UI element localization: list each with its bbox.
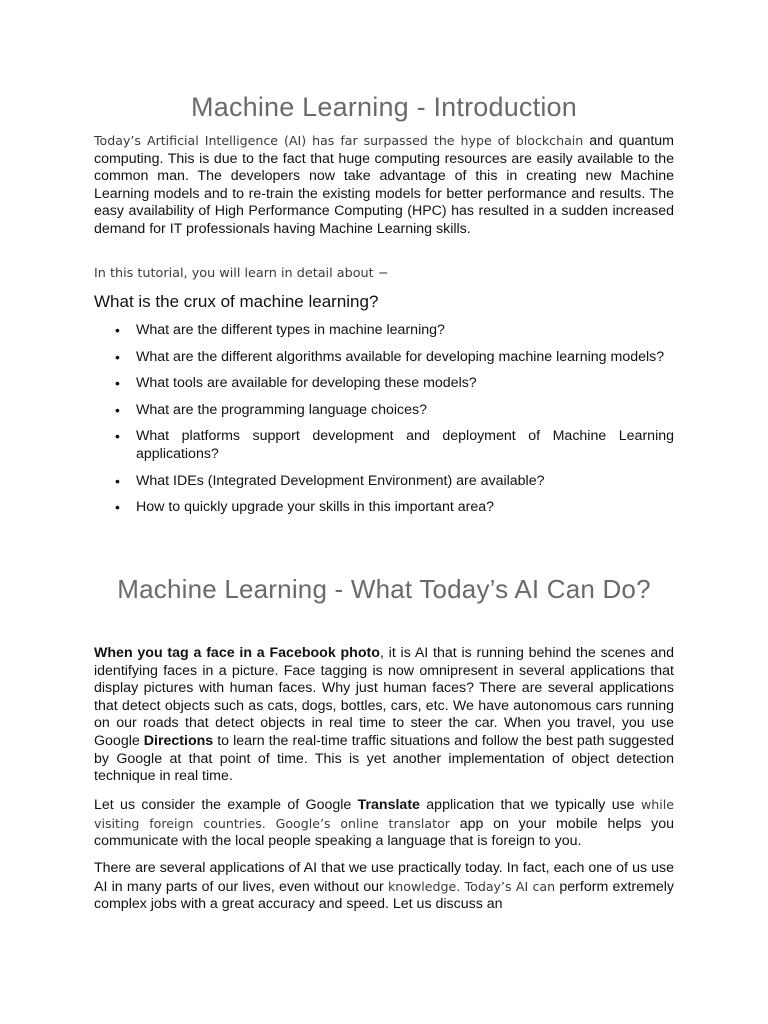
translate-text-c: app on your mobile helps you communicate with the local people speaking a language that is foreign to you.: [94, 815, 674, 850]
intro-paragraph: [94, 132, 674, 239]
list-item-text: How to quickly upgrade your skills in this important area?: [136, 499, 495, 516]
bullet-icon: •: [115, 322, 120, 338]
list-item: [94, 375, 674, 393]
list-item-text: What IDEs (Integrated Development Environment) are available?: [136, 472, 545, 489]
topics-list: [94, 322, 674, 526]
translate-bold-text: Translate: [357, 797, 420, 813]
translate-text-a: Let us consider the example of Google: [94, 797, 358, 813]
facebook-text-b: to learn the real-time traffic situations and follow the best path suggested by Google at that point of time. This is yet another implementation of object detection technique in real time.: [94, 732, 674, 785]
translate-text-b: application that we typically use: [419, 797, 641, 813]
crux-heading: What is the crux of machine learning?: [94, 292, 379, 311]
section-title-what-ai-can-do: Machine Learning - What Today’s AI Can Do?: [117, 574, 651, 604]
list-item: [94, 349, 674, 367]
facebook-bold-text: When you tag a face in a Facebook photo: [94, 645, 380, 661]
list-item: [94, 473, 674, 491]
list-item: [94, 428, 674, 463]
list-item-text: What are the different types in machine learning?: [136, 322, 445, 338]
section-title-introduction: Machine Learning - Introduction: [191, 92, 577, 122]
list-item-text: What are the different algorithms available for developing machine learning models?: [136, 348, 665, 365]
bullet-icon: •: [115, 472, 120, 489]
intro-text: and quantum computing. This is due to the fact that huge computing resources are easily available to the common man. The developers now take advantage of this in creating new Machine Learning models and to re-train the existing models for better performance and results. The easy availability of High Performance Computing (HPC) has resulted in a sudden increased demand for IT professionals having Machine Learning skills.: [94, 133, 674, 237]
applications-text-a: There are several applications of AI that we use practically today. In fact, each one of us use AI in many parts of our lives, even without our: [94, 860, 674, 895]
bullet-icon: •: [115, 401, 120, 418]
intro-light-text: Today’s Artificial Intelligence (AI) has far surpassed the hype of blockchain: [94, 133, 584, 148]
list-item: [94, 499, 674, 517]
list-item: [94, 402, 674, 420]
directions-bold-text: Directions: [143, 732, 214, 749]
applications-light-text: knowledge. Today’s AI can: [388, 878, 556, 894]
translate-paragraph: [94, 796, 674, 851]
list-item-text: What are the programming language choices?: [136, 401, 428, 418]
bullet-icon: •: [115, 375, 120, 392]
list-item-text: What tools are available for developing these models?: [136, 375, 477, 392]
list-item: [94, 322, 674, 340]
facebook-text-a: , it is AI that is running behind the scenes and identifying faces in a picture. Face tagging is now omnipresent in several applications that display pictures with human faces. Why just human faces? There are several applications that detect objects such as cats, dogs, bottles, cars, etc. We have autonomous cars running on our roads that detect objects in real time to steer the car. When you travel, you use Google: [94, 645, 674, 749]
bullet-icon: •: [115, 499, 120, 516]
bullet-icon: •: [115, 428, 120, 445]
applications-paragraph: [94, 860, 674, 914]
translate-light-text: while visiting foreign countries. Google’s online translator: [94, 797, 674, 831]
list-item-text: What platforms support development and deployment of Machine Learning applications?: [136, 428, 674, 462]
tutorial-intro-line: In this tutorial, you will learn in detail about −: [94, 266, 389, 281]
facebook-paragraph: [94, 645, 674, 786]
applications-text-b: perform extremely complex jobs with a great accuracy and speed. Let us discuss an: [94, 878, 675, 913]
bullet-icon: •: [115, 348, 120, 365]
